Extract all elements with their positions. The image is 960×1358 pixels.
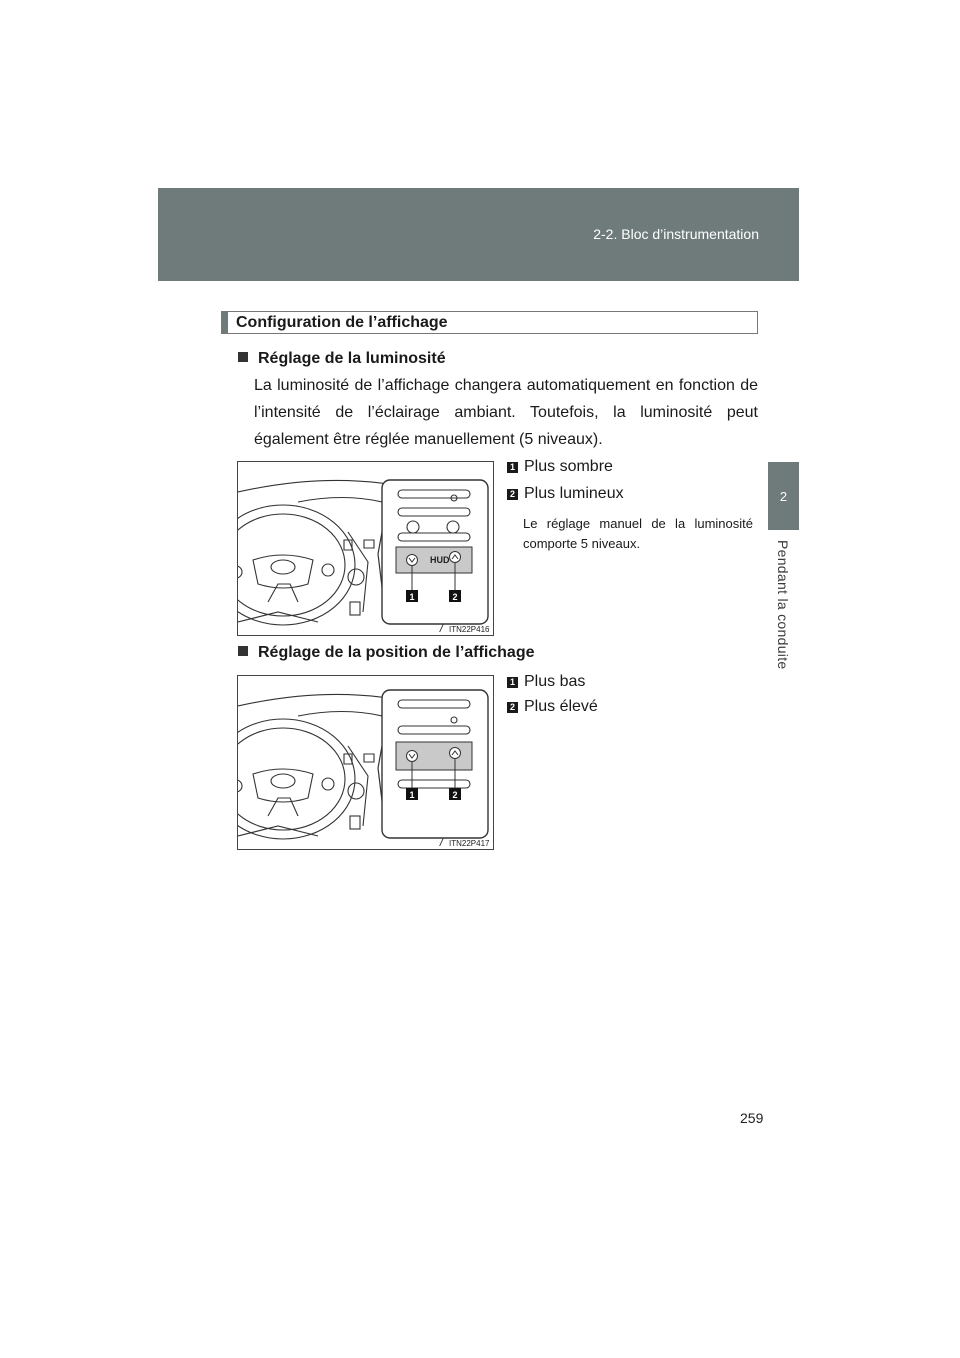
legend-label: Plus bas [524,673,586,690]
figure-code: ITN22P416 [449,625,490,634]
chapter-tab-label: Pendant la conduite [775,540,791,670]
callout-number-1: 1 [409,790,415,800]
square-bullet-icon [238,646,248,656]
dashboard-illustration [238,462,493,635]
section-heading [221,311,758,334]
figure-code: ITN22P417 [449,839,490,848]
position-subheading-text: Réglage de la position de l’affichage [258,644,535,661]
brightness-description: La luminosité de l’affichage changera automatiquement en fonction de l’intensité de l’éclairage ambiant. Toutefois, la luminosité peut également être réglée manuellement (5 niveaux). [254,377,758,448]
brightness-subheading [238,350,446,368]
section-heading-title: Configuration de l’affichage [236,314,448,331]
callout-badge: 1 [507,462,518,473]
callout-number-1: 1 [409,592,415,602]
chapter-tab-number: 2 [779,489,788,504]
square-bullet-icon [238,352,248,362]
callout-badge: 2 [507,489,518,500]
legend-item-higher [507,698,598,716]
callout-badge: 2 [507,702,518,713]
legend-item-darker [507,458,613,476]
section-title: 2-2. Bloc d’instrumentation [593,226,759,242]
dashboard-illustration [238,676,493,849]
chapter-header [158,188,799,281]
legend-label: Plus sombre [524,458,613,475]
callout-number-2: 2 [452,790,458,800]
page-number: 259 [740,1110,764,1126]
callout-badge: 1 [507,677,518,688]
legend-item-brighter [507,485,624,503]
callout-number-2: 2 [452,592,458,602]
position-figure [237,675,494,850]
brightness-subheading-text: Réglage de la luminosité [258,350,446,367]
heading-accent-bar [222,312,228,333]
brightness-note: Le réglage manuel de la luminosité comporte 5 niveaux. [523,516,753,551]
brightness-figure [237,461,494,636]
legend-item-lower [507,673,585,691]
chapter-tab [768,462,799,530]
position-subheading [238,644,535,662]
hud-switch-label: HUD [430,555,450,565]
legend-label: Plus lumineux [524,485,624,502]
legend-label: Plus élevé [524,698,598,715]
